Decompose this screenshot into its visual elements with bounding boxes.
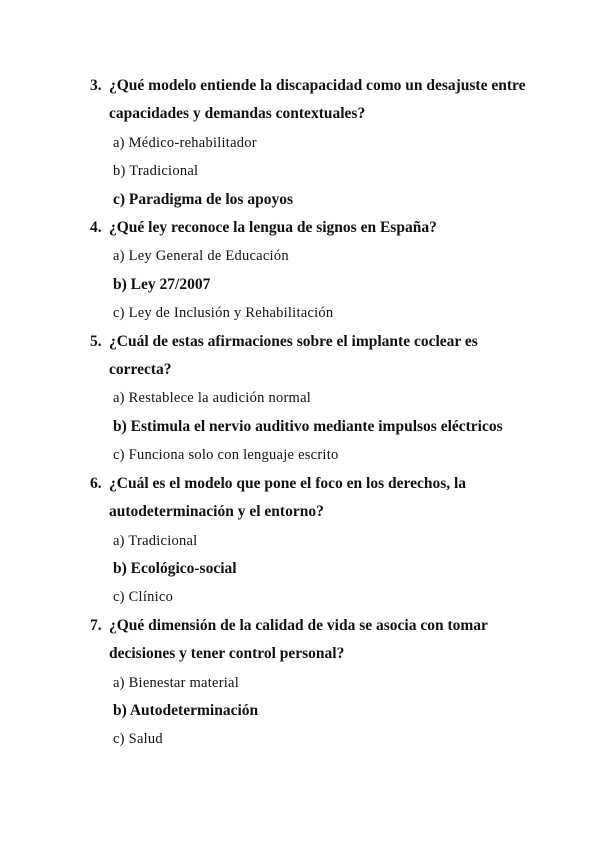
option-text: Tradicional <box>129 163 199 180</box>
question-list <box>90 72 530 754</box>
option-c <box>90 441 530 469</box>
option-text: Clínico <box>128 589 174 606</box>
option-c <box>90 299 530 327</box>
option-a <box>90 527 530 555</box>
option-c-correct <box>90 186 530 214</box>
option-a <box>90 669 530 697</box>
option-text: Estimula el nervio auditivo mediante impulsos eléctricos <box>130 417 503 435</box>
question-text <box>90 72 530 129</box>
question-4 <box>90 214 530 328</box>
question-text <box>90 214 530 242</box>
question-6 <box>90 470 530 612</box>
option-letter: c) <box>113 731 125 748</box>
option-letter: a) <box>113 134 125 151</box>
question-number: 4. <box>90 219 102 237</box>
option-letter: c) <box>113 305 125 322</box>
question-5 <box>90 328 530 470</box>
question-number: 3. <box>90 77 102 94</box>
option-letter: a) <box>113 674 125 691</box>
option-text: Tradicional <box>128 532 198 549</box>
option-text: Ley 27/2007 <box>130 275 211 293</box>
option-text: Salud <box>128 731 163 748</box>
option-a <box>90 242 530 270</box>
question-prompt: ¿Cuál de estas afirmaciones sobre el implante coclear es correcta? <box>109 332 478 379</box>
option-letter: a) <box>113 532 125 549</box>
question-3 <box>90 72 530 214</box>
question-number: 6. <box>90 474 102 492</box>
question-prompt: ¿Qué ley reconoce la lengua de signos en España? <box>109 219 437 237</box>
option-b <box>90 157 530 185</box>
question-number: 7. <box>90 616 102 634</box>
option-letter: b) <box>113 559 127 577</box>
option-letter: b) <box>113 275 127 293</box>
option-text: Bienestar material <box>128 674 240 691</box>
option-text: Ley General de Educación <box>128 248 289 265</box>
option-letter: c) <box>113 589 125 606</box>
option-b-correct <box>90 697 530 725</box>
question-prompt: ¿Cuál es el modelo que pone el foco en los derechos, la autodeterminación y el entorno? <box>109 474 467 521</box>
option-a <box>90 129 530 157</box>
option-letter: a) <box>113 390 125 407</box>
question-prompt: ¿Qué dimensión de la calidad de vida se asocia con tomar decisiones y tener control personal? <box>109 616 488 663</box>
option-letter: c) <box>113 190 126 208</box>
question-prompt: ¿Qué modelo entiende la discapacidad como un desajuste entre capacidades y demandas contextuales? <box>109 77 526 123</box>
option-b-correct <box>90 271 530 299</box>
option-letter: b) <box>113 163 126 180</box>
option-text: Ley de Inclusión y Rehabilitación <box>128 305 334 322</box>
option-text: Restablece la audición normal <box>128 390 312 407</box>
option-c <box>90 725 530 753</box>
question-text <box>90 328 530 385</box>
option-text: Paradigma de los apoyos <box>128 190 293 208</box>
option-b-correct <box>90 413 530 441</box>
option-letter: b) <box>113 701 127 719</box>
option-text: Médico-rehabilitador <box>128 134 257 151</box>
option-letter: c) <box>113 447 125 464</box>
question-number: 5. <box>90 332 102 350</box>
option-text: Ecológico-social <box>130 559 237 577</box>
question-text <box>90 470 530 527</box>
option-a <box>90 384 530 412</box>
option-c <box>90 583 530 611</box>
option-text: Autodeterminación <box>129 701 259 719</box>
option-letter: b) <box>113 417 127 435</box>
option-b-correct <box>90 555 530 583</box>
question-7 <box>90 612 530 754</box>
option-text: Funciona solo con lenguaje escrito <box>128 447 339 464</box>
question-text <box>90 612 530 669</box>
option-letter: a) <box>113 248 125 265</box>
